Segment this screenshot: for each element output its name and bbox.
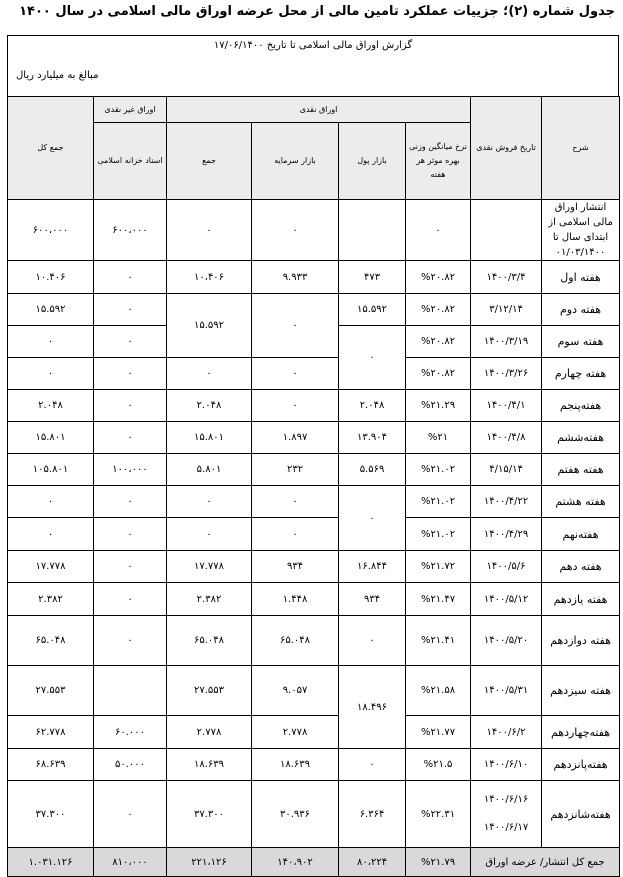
- table-cell: ۰: [252, 390, 339, 422]
- table-cell: ۰: [167, 200, 252, 261]
- header-date: تاریخ فروش نقدی: [471, 97, 542, 200]
- table-cell: [94, 666, 167, 716]
- table-cell: ۱۴۰۰/۳/۲۶: [471, 358, 542, 390]
- table-cell: ۹.۰۵۷: [252, 666, 339, 716]
- table-cell: %۲۱.۵۸: [406, 666, 471, 716]
- units-note: مبالغ به میلیارد ریال: [16, 70, 99, 81]
- table-cell: هفته یازدهم: [542, 583, 620, 616]
- table-cell: ۰: [94, 422, 167, 454]
- table-cell: هفته‌ششم: [542, 422, 620, 454]
- table-row: [8, 716, 620, 749]
- header-capital-market: بازار سرمایه: [252, 123, 339, 200]
- table-cell: ۰: [94, 294, 167, 326]
- table-cell: ۲۷.۵۵۳: [8, 666, 94, 716]
- table-cell: %۲۱.۴۱: [406, 616, 471, 666]
- table-cell: ۰: [252, 518, 339, 551]
- table-cell: ۰: [8, 358, 94, 390]
- table-cell: ۱۸.۶۳۹: [252, 749, 339, 781]
- table-cell: ۰: [8, 326, 94, 358]
- table-cell: ۱۴۰۰/۳/۴: [471, 261, 542, 294]
- table-cell: ۱.۰۳۱.۱۲۶: [8, 848, 94, 877]
- financing-table: [7, 96, 620, 877]
- table-row: [8, 518, 620, 551]
- table-cell: ۱۵.۵۹۲: [339, 294, 406, 326]
- table-cell: %۲۱.۰۲: [406, 454, 471, 486]
- table-cell: ۲۳۲: [252, 454, 339, 486]
- table-cell: ۱۰۰،۰۰۰: [94, 454, 167, 486]
- table-cell: ۶۵.۰۴۸: [252, 616, 339, 666]
- table-cell: ۳/۱۲/۱۴: [471, 294, 542, 326]
- table-row: [8, 294, 620, 326]
- table-cell: ۰: [167, 486, 252, 518]
- table-cell: ۶۵.۰۴۸: [8, 616, 94, 666]
- table-cell: ۰: [94, 326, 167, 358]
- table-row: [8, 486, 620, 518]
- table-cell: هفته هفتم: [542, 454, 620, 486]
- table-row: [8, 781, 620, 848]
- table-cell: ۰: [8, 486, 94, 518]
- table-cell: ۳۷.۳۰۰: [167, 781, 252, 848]
- table-cell: ۵۰.۰۰۰: [94, 749, 167, 781]
- header-desc: شرح: [542, 97, 620, 200]
- table-cell: ۱۴۰۰/۴/۱: [471, 390, 542, 422]
- table-cell: ۱۶.۸۴۴: [339, 551, 406, 583]
- table-row: [8, 358, 620, 390]
- table-cell: ۱۷.۷۷۸: [167, 551, 252, 583]
- table-cell: %۲۱.۲۹: [406, 390, 471, 422]
- table-row: [8, 261, 620, 294]
- table-cell: هفته سوم: [542, 326, 620, 358]
- table-cell: %۲۰.۸۲: [406, 358, 471, 390]
- table-cell: ۲.۰۴۸: [8, 390, 94, 422]
- table-cell: ۱۵.۸۰۱: [167, 422, 252, 454]
- table-cell: ۲.۳۸۲: [167, 583, 252, 616]
- table-cell: ۰: [339, 326, 406, 390]
- table-cell: ۲.۳۸۲: [8, 583, 94, 616]
- table-cell: ۱۵.۵۹۲: [8, 294, 94, 326]
- table-cell: ۱۷.۷۷۸: [8, 551, 94, 583]
- table-cell: ۱۵.۵۹۲: [167, 294, 252, 358]
- report-header-box: [7, 35, 619, 96]
- table-cell: ۰: [94, 616, 167, 666]
- table-cell: ۱.۴۴۸: [252, 583, 339, 616]
- table-cell: هفته‌شانزدهم: [542, 781, 620, 848]
- table-cell: [471, 200, 542, 261]
- table-cell: ۶.۳۶۴: [339, 781, 406, 848]
- table-cell: ۰: [167, 358, 252, 390]
- table-cell: ۰: [339, 616, 406, 666]
- table-cell: ۱۴۰۰/۶/۱۰: [471, 749, 542, 781]
- report-date-line: گزارش اوراق مالی اسلامی تا تاریخ ۱۷/۰۶/۱۴۰۰: [213, 40, 413, 51]
- table-cell: هفته دوازدهم: [542, 616, 620, 666]
- table-cell: ۶۰.۰۰۰: [94, 716, 167, 749]
- table-cell: ۳۷.۳۰۰: [8, 781, 94, 848]
- table-cell: ۵.۵۶۹: [339, 454, 406, 486]
- table-cell: ۰: [94, 583, 167, 616]
- table-cell: ۱۴۰۰/۴/۲۲: [471, 486, 542, 518]
- table-cell: %۲۰.۸۲: [406, 294, 471, 326]
- header-grand-total: جمع کل: [8, 97, 94, 200]
- table-cell: %۲۱.۷۹: [406, 848, 471, 877]
- table-cell: هفته چهارم: [542, 358, 620, 390]
- table-cell: هفته دهم: [542, 551, 620, 583]
- table-cell: ۱۰۵.۸۰۱: [8, 454, 94, 486]
- table-cell: هفته‌نهم: [542, 518, 620, 551]
- sale-date-2: ۱۴۰۰/۶/۱۷: [483, 822, 529, 833]
- table-cell: ۲.۷۷۸: [252, 716, 339, 749]
- table-row: [8, 583, 620, 616]
- table-cell: %۲۱.۷۷: [406, 716, 471, 749]
- table-cell: هفته اول: [542, 261, 620, 294]
- table-cell: ۵.۸۰۱: [167, 454, 252, 486]
- table-row: [8, 454, 620, 486]
- table-cell: ۰: [94, 551, 167, 583]
- table-row: [8, 200, 620, 261]
- table-cell: %۲۱.۷۲: [406, 551, 471, 583]
- table-cell: ۱۴۰۰/۳/۱۹: [471, 326, 542, 358]
- table-cell: ۶۸.۶۳۹: [8, 749, 94, 781]
- table-cell: ۸۰،۲۲۴: [339, 848, 406, 877]
- table-cell: ۱۰.۴۰۶: [8, 261, 94, 294]
- table-cell: ۶۰۰،۰۰۰: [8, 200, 94, 261]
- table-cell: ۱۰،۴۰۶: [167, 261, 252, 294]
- table-cell: ۲.۰۴۸: [339, 390, 406, 422]
- table-cell: ۰: [339, 486, 406, 551]
- table-cell: ۰: [252, 486, 339, 518]
- table-cell: ۱.۸۹۷: [252, 422, 339, 454]
- table-cell: %۲۰.۸۲: [406, 326, 471, 358]
- table-cell: ۰: [252, 294, 339, 358]
- table-cell: هفته سیزدهم: [542, 666, 620, 716]
- table-cell: ۹.۹۳۳: [252, 261, 339, 294]
- table-cell: ۶۲.۷۷۸: [8, 716, 94, 749]
- table-cell: ۱۴۰۰/۵/۲۰: [471, 616, 542, 666]
- table-cell: %۲۱.۴۷: [406, 583, 471, 616]
- table-cell: ۱۴۰۰/۴/۲۹: [471, 518, 542, 551]
- table-cell: ۰: [94, 358, 167, 390]
- header-noncash-bonds: اوراق غیر نقدی: [94, 97, 167, 123]
- header-rate: نرخ میانگین وزنی بهره موثر هر هفته: [406, 123, 471, 200]
- table-cell: هفته دوم: [542, 294, 620, 326]
- table-cell: ۰: [94, 486, 167, 518]
- table-cell: ۰: [8, 518, 94, 551]
- table-cell: ۲.۷۷۸: [167, 716, 252, 749]
- table-cell: ۱۴۰۰/۶/۲: [471, 716, 542, 749]
- table-cell: %۲۱.۵: [406, 749, 471, 781]
- header-money-market: بازار پول: [339, 123, 406, 200]
- table-cell: ۰: [406, 200, 471, 261]
- table-cell: ۰: [94, 518, 167, 551]
- table-cell: ۹۳۴: [339, 583, 406, 616]
- table-cell: انتشار اوراق مالی اسلامی از ابتدای سال تا ۰۱/۰۳/۱۴۰۰: [542, 200, 620, 261]
- table-cell: ۰: [252, 200, 339, 261]
- header-cash-sum: جمع: [167, 123, 252, 200]
- table-row: [8, 616, 620, 666]
- table-cell: %۲۱: [406, 422, 471, 454]
- document-title: جدول شماره (۲)؛ جزییات عملکرد تامین مالی از محل عرضه اوراق مالی اسلامی در سال ۱۴۰۰: [19, 4, 615, 19]
- table-cell: ۱۳.۹۰۴: [339, 422, 406, 454]
- table-cell: ۴/۱۵/۱۴: [471, 454, 542, 486]
- table-cell: [339, 200, 406, 261]
- table-cell: ۱۸.۴۹۶: [339, 666, 406, 749]
- table-cell: ۱۴۰۰/۵/۱۲: [471, 583, 542, 616]
- table-cell: ۱۸.۶۳۹: [167, 749, 252, 781]
- table-cell: ۱۴۰۰/۴/۸: [471, 422, 542, 454]
- table-row: [8, 749, 620, 781]
- table-cell: ۱۴۰۰/۵/۶: [471, 551, 542, 583]
- total-row: [8, 848, 620, 877]
- table-cell: ۰: [94, 390, 167, 422]
- table-cell: هفته هشتم: [542, 486, 620, 518]
- sale-date-1: ۱۴۰۰/۶/۱۶: [483, 794, 529, 805]
- table-cell: %۲۲.۳۱: [406, 781, 471, 848]
- table-cell: ۱۴۰۰/۵/۳۱: [471, 666, 542, 716]
- table-cell: ۰: [252, 358, 339, 390]
- table-cell: ۲.۰۴۸: [167, 390, 252, 422]
- table-cell: ۰: [94, 261, 167, 294]
- table-cell: جمع کل انتشار/ عرضه اوراق: [471, 848, 620, 877]
- header-treasury: اسناد خزانه اسلامی: [94, 123, 167, 200]
- table-cell: ۱۴۰،۹۰۲: [252, 848, 339, 877]
- table-cell: ۶۵.۰۴۸: [167, 616, 252, 666]
- table-cell: ۴۷۳: [339, 261, 406, 294]
- table-cell: هفته‌چهاردهم: [542, 716, 620, 749]
- table-cell: %۲۱.۰۲: [406, 486, 471, 518]
- table-row: [8, 666, 620, 716]
- table-cell: ۱۵.۸۰۱: [8, 422, 94, 454]
- table-cell: ۶۰۰،۰۰۰: [94, 200, 167, 261]
- table-cell: %۲۰.۸۲: [406, 261, 471, 294]
- table-cell: ۹۳۴: [252, 551, 339, 583]
- table-cell: هفته‌پنجم: [542, 390, 620, 422]
- table-cell: هفته‌پانزدهم: [542, 749, 620, 781]
- table-cell: ۲۷.۵۵۳: [167, 666, 252, 716]
- table-cell: %۲۱.۰۲: [406, 518, 471, 551]
- table-cell: ۸۱۰،۰۰۰: [94, 848, 167, 877]
- table-row: [8, 551, 620, 583]
- table-cell: ۳۰.۹۳۶: [252, 781, 339, 848]
- table-row: [8, 422, 620, 454]
- table-cell: ۲۲۱،۱۲۶: [167, 848, 252, 877]
- table-cell: ۰: [167, 518, 252, 551]
- table-row: [8, 390, 620, 422]
- table-cell: ۰: [94, 781, 167, 848]
- header-cash-bonds: اوراق نقدی: [167, 97, 471, 123]
- table-cell: ۰: [339, 749, 406, 781]
